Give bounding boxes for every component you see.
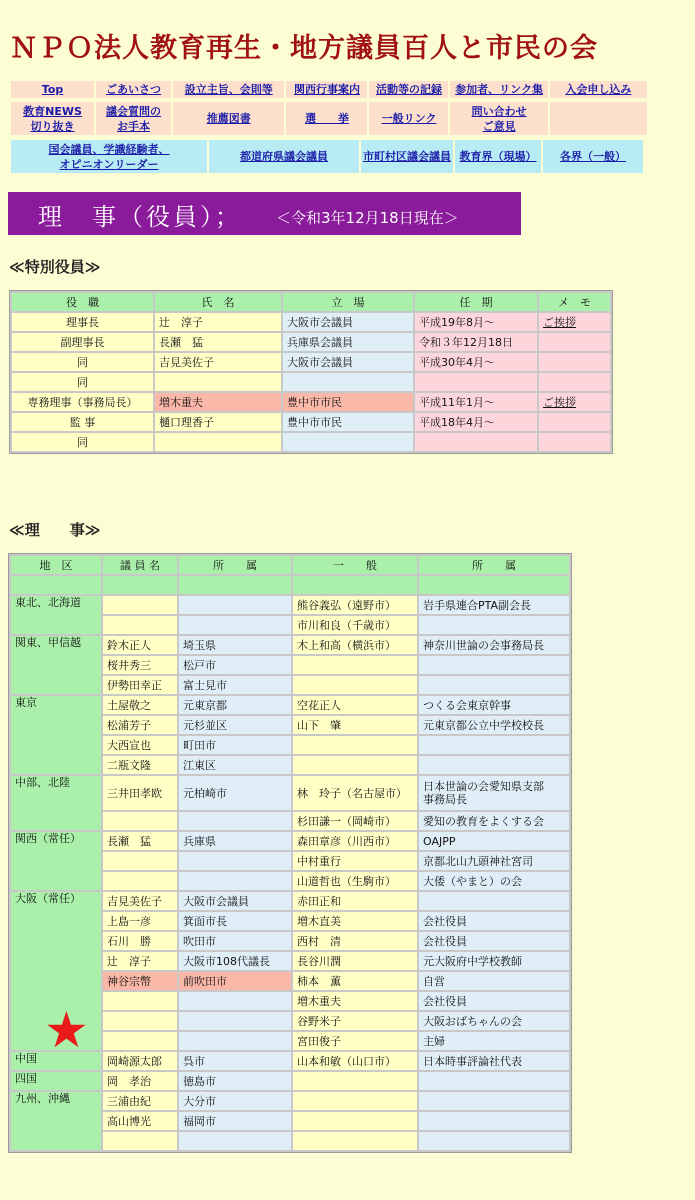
- officer-post: 副理事長: [12, 333, 153, 351]
- member-name: [103, 1032, 177, 1050]
- table-row: [12, 393, 610, 411]
- member-name: 辻 淳子: [103, 952, 177, 970]
- officer-position: 大阪市会議員: [283, 353, 413, 371]
- nav-link[interactable]: [173, 102, 284, 135]
- nav-link[interactable]: [369, 102, 448, 135]
- general-affiliation-line2: 事務局長: [423, 793, 467, 806]
- officer-name: 吉見美佐子: [155, 353, 281, 371]
- general-name: 増木直美: [293, 912, 417, 930]
- table-row: [11, 576, 569, 594]
- banner-title: 理 事（役員）；: [38, 203, 242, 231]
- officer-position: 豊中市市民: [283, 393, 413, 411]
- officer-name: 辻 淳子: [155, 313, 281, 331]
- nav-link-line1: 推薦図書: [206, 112, 251, 125]
- nav-link[interactable]: Top: [11, 81, 94, 98]
- officer-term: 平成18年4月～: [415, 413, 537, 431]
- general-name: 杉田謙一（岡崎市）: [293, 812, 417, 830]
- general-affiliation-line1: 日本世論の会愛知県支部: [423, 780, 544, 793]
- officer-memo: [539, 413, 610, 431]
- general-name: 熊谷義弘（遠野市）: [293, 596, 417, 614]
- nav-link[interactable]: [209, 140, 359, 173]
- nav-link-line2: オピニオンリーダー: [59, 157, 159, 171]
- general-affiliation: [419, 656, 569, 674]
- officer-memo: [539, 433, 610, 451]
- nav-link[interactable]: ごあいさつ: [96, 81, 171, 98]
- general-name: [293, 576, 417, 594]
- officer-post: 理事長: [12, 313, 153, 331]
- general-name: [293, 1132, 417, 1150]
- general-affiliation: [419, 676, 569, 694]
- officer-position: 兵庫県会議員: [283, 333, 413, 351]
- general-affiliation: 日本時事評論社代表: [419, 1052, 569, 1070]
- nav-link-line1: 国会議員、学識経験者、: [48, 142, 170, 156]
- member-affiliation: 大阪市会議員: [179, 892, 291, 910]
- officer-memo: [539, 353, 610, 371]
- nav-link[interactable]: [11, 102, 94, 135]
- general-name: 山下 肇: [293, 716, 417, 734]
- general-affiliation: [419, 1112, 569, 1130]
- member-affiliation: 町田市: [179, 736, 291, 754]
- region-cell: 東北、北海道: [11, 596, 101, 634]
- member-name: [103, 872, 177, 890]
- nav-link-line1: 一般リンク: [381, 112, 437, 125]
- officer-post: 同: [12, 373, 153, 391]
- table-row: [12, 333, 610, 351]
- member-affiliation: 前吹田市: [179, 972, 291, 990]
- officer-term: [415, 433, 537, 451]
- member-affiliation: 箕面市長: [179, 912, 291, 930]
- general-affiliation: 神奈川世論の会事務局長: [419, 636, 569, 654]
- member-name: 三浦由紀: [103, 1092, 177, 1110]
- officer-term: 平成30年4月～: [415, 353, 537, 371]
- nav-row-2: [9, 100, 649, 137]
- member-name: 岡崎源太郎: [103, 1052, 177, 1070]
- column-header: 議 員 名: [103, 556, 177, 574]
- table-row: [12, 353, 610, 371]
- region-cell: 東京: [11, 696, 101, 774]
- general-name: [293, 1072, 417, 1090]
- officer-post: 同: [12, 433, 153, 451]
- nav-row-3: [9, 138, 645, 175]
- general-affiliation: [419, 576, 569, 594]
- general-affiliation: 元大阪府中学校教師: [419, 952, 569, 970]
- general-affiliation: 主婦: [419, 1032, 569, 1050]
- nav-link-line1: 都道府県議会議員: [240, 150, 328, 163]
- column-header: 氏 名: [155, 293, 281, 311]
- nav-link[interactable]: [361, 140, 453, 173]
- table-row: [11, 1052, 569, 1070]
- site-title: ＮＰＯ法人教育再生・地方議員百人と市民の会: [10, 33, 598, 64]
- member-name: 上島一彦: [103, 912, 177, 930]
- table-row: [11, 776, 569, 810]
- general-affiliation: [419, 1132, 569, 1150]
- general-affiliation: 愛知の教育をよくする会: [419, 812, 569, 830]
- member-affiliation: [179, 872, 291, 890]
- general-name: 西村 清: [293, 932, 417, 950]
- member-affiliation: [179, 812, 291, 830]
- member-affiliation: 元柏崎市: [179, 776, 291, 810]
- nav-link-line1: 教育界（現場）: [459, 150, 537, 163]
- nav-link[interactable]: [543, 140, 643, 173]
- general-name: [293, 1112, 417, 1130]
- table-row: [11, 832, 569, 850]
- table-row: [11, 1072, 569, 1090]
- member-affiliation: 呉市: [179, 1052, 291, 1070]
- member-name: 石川 勝: [103, 932, 177, 950]
- officer-term: 令和３年12月18日: [415, 333, 537, 351]
- general-name: 森田章彦（川西市）: [293, 832, 417, 850]
- officers-banner: [8, 192, 521, 235]
- table-row: [12, 433, 610, 451]
- greeting-link[interactable]: ご挨拶: [539, 393, 610, 411]
- general-affiliation: 会社役員: [419, 912, 569, 930]
- table-row: [12, 373, 610, 391]
- member-name: [103, 596, 177, 614]
- nav-link[interactable]: [11, 140, 207, 173]
- region-cell: 関西（常任）: [11, 832, 101, 890]
- column-header: 立 場: [283, 293, 413, 311]
- nav-link-line1: 選 挙: [304, 112, 349, 125]
- officer-memo: [539, 373, 610, 391]
- officer-name: [155, 373, 281, 391]
- directors-heading: ≪理 事≫: [9, 521, 101, 539]
- nav-link[interactable]: 入会申し込み: [550, 81, 647, 98]
- nav-link[interactable]: [286, 102, 367, 135]
- nav-link-line2: ご意見: [482, 119, 516, 133]
- general-affiliation: [419, 616, 569, 634]
- table-row: [11, 636, 569, 654]
- officer-name: 樋口理香子: [155, 413, 281, 431]
- table-row: [12, 413, 610, 431]
- member-name: [103, 852, 177, 870]
- member-affiliation: 元杉並区: [179, 716, 291, 734]
- general-name: 宮田俊子: [293, 1032, 417, 1050]
- general-name: 山道哲也（生駒市）: [293, 872, 417, 890]
- member-name: 桜井秀三: [103, 656, 177, 674]
- general-name: [293, 676, 417, 694]
- general-affiliation: [419, 736, 569, 754]
- general-name: 空花正人: [293, 696, 417, 714]
- column-header: 一 般: [293, 556, 417, 574]
- general-name: 谷野米子: [293, 1012, 417, 1030]
- member-affiliation: 大阪市108代議長: [179, 952, 291, 970]
- general-name: [293, 1092, 417, 1110]
- member-name: 高山博光: [103, 1112, 177, 1130]
- general-affiliation: 自営: [419, 972, 569, 990]
- member-affiliation: 吹田市: [179, 932, 291, 950]
- nav-link[interactable]: [550, 102, 647, 135]
- nav-link-line1: 市町村区議会議員: [363, 150, 451, 163]
- general-affiliation: [419, 1092, 569, 1110]
- general-affiliation: 会社役員: [419, 992, 569, 1010]
- nav-link-line2: お手本: [117, 119, 151, 133]
- member-affiliation: 元東京都: [179, 696, 291, 714]
- star-icon: ★: [44, 1001, 89, 1059]
- officer-term: 平成11年1月～: [415, 393, 537, 411]
- member-affiliation: [179, 1012, 291, 1030]
- member-affiliation: 兵庫県: [179, 832, 291, 850]
- general-affiliation: [419, 892, 569, 910]
- nav-link[interactable]: [450, 102, 547, 135]
- general-affiliation: 会社役員: [419, 932, 569, 950]
- region-cell: 関東、甲信越: [11, 636, 101, 694]
- member-name: 長瀬 猛: [103, 832, 177, 850]
- member-affiliation: 富士見市: [179, 676, 291, 694]
- member-name: 岡 孝治: [103, 1072, 177, 1090]
- general-affiliation: OAJPP: [419, 832, 569, 850]
- table-row: [11, 596, 569, 614]
- table-row: [11, 696, 569, 714]
- column-header: 任 期: [415, 293, 537, 311]
- general-affiliation: [419, 1072, 569, 1090]
- officer-position: 大阪市会議員: [283, 313, 413, 331]
- column-header: メ モ: [539, 293, 610, 311]
- officer-term: [415, 373, 537, 391]
- general-name: 木上和高（横浜市）: [293, 636, 417, 654]
- member-name: 神谷宗幣: [103, 972, 177, 990]
- general-affiliation: 大阪おばちゃんの会: [419, 1012, 569, 1030]
- general-name: 柿本 薫: [293, 972, 417, 990]
- special-officers-heading: ≪特別役員≫: [9, 258, 101, 276]
- general-name: 林 玲子（名古屋市）: [293, 776, 417, 810]
- member-affiliation: [179, 1132, 291, 1150]
- banner-date: ＜令和3年12月18日現在＞: [276, 209, 459, 227]
- table-row: [11, 1092, 569, 1110]
- nav-link[interactable]: [96, 102, 171, 135]
- member-affiliation: 松戸市: [179, 656, 291, 674]
- general-affiliation: [419, 756, 569, 774]
- member-affiliation: 徳島市: [179, 1072, 291, 1090]
- member-name: [103, 812, 177, 830]
- region-cell: [11, 576, 101, 594]
- nav-link[interactable]: 関西行事案内: [286, 81, 367, 98]
- member-name: [103, 616, 177, 634]
- officer-post: 専務理事（事務局長）: [12, 393, 153, 411]
- member-affiliation: [179, 596, 291, 614]
- officers-table: [9, 290, 613, 454]
- general-name: [293, 756, 417, 774]
- member-name: [103, 992, 177, 1010]
- general-name: 赤田正和: [293, 892, 417, 910]
- nav-link[interactable]: 参加者、リンク集: [450, 81, 547, 98]
- general-affiliation: 岩手県連合PTA副会長: [419, 596, 569, 614]
- member-affiliation: [179, 992, 291, 1010]
- general-name: 長谷川潤: [293, 952, 417, 970]
- general-name: 中村重行: [293, 852, 417, 870]
- nav-link-line1: 各界（一般）: [560, 150, 626, 163]
- nav-link-line2: 切り抜き: [30, 119, 75, 133]
- officer-name: 増木重夫: [155, 393, 281, 411]
- officer-memo: [539, 333, 610, 351]
- member-affiliation: 大分市: [179, 1092, 291, 1110]
- general-name: 市川和良（千歳市）: [293, 616, 417, 634]
- member-affiliation: [179, 852, 291, 870]
- general-affiliation: [419, 776, 569, 810]
- member-name: 松浦芳子: [103, 716, 177, 734]
- column-header: 所 属: [419, 556, 569, 574]
- member-affiliation: 埼玉県: [179, 636, 291, 654]
- officer-term: 平成19年8月～: [415, 313, 537, 331]
- column-header: 所 属: [179, 556, 291, 574]
- region-cell: 四国: [11, 1072, 101, 1090]
- member-name: [103, 1132, 177, 1150]
- general-name: [293, 656, 417, 674]
- officer-position: [283, 433, 413, 451]
- member-name: 伊勢田幸正: [103, 676, 177, 694]
- member-affiliation: 福岡市: [179, 1112, 291, 1130]
- greeting-link[interactable]: ご挨拶: [539, 313, 610, 331]
- member-affiliation: 江東区: [179, 756, 291, 774]
- member-name: 土屋敬之: [103, 696, 177, 714]
- officer-name: 長瀬 猛: [155, 333, 281, 351]
- officer-post: 同: [12, 353, 153, 371]
- general-name: 増木重夫: [293, 992, 417, 1010]
- nav-link[interactable]: [455, 140, 541, 173]
- table-row: [12, 313, 610, 331]
- member-name: 大西宣也: [103, 736, 177, 754]
- general-affiliation: つくる会東京幹事: [419, 696, 569, 714]
- general-affiliation: 大倭（やまと）の会: [419, 872, 569, 890]
- officer-name: [155, 433, 281, 451]
- nav-link[interactable]: 設立主旨、会則等: [173, 81, 284, 98]
- column-header: 地 区: [11, 556, 101, 574]
- nav-link[interactable]: 活動等の記録: [369, 81, 448, 98]
- member-name: 二瓶文隆: [103, 756, 177, 774]
- member-name: 吉見美佐子: [103, 892, 177, 910]
- general-name: 山本和敏（山口市）: [293, 1052, 417, 1070]
- region-cell: 九州、沖縄: [11, 1092, 101, 1150]
- region-cell: 中部、北陸: [11, 776, 101, 830]
- nav-link-line1: 問い合わせ: [471, 104, 527, 118]
- officer-position: [283, 373, 413, 391]
- member-affiliation: [179, 1032, 291, 1050]
- column-header: 役 職: [12, 293, 153, 311]
- region-cell: 大阪（常任）: [11, 892, 101, 1050]
- member-name: [103, 576, 177, 594]
- directors-table: [8, 553, 572, 1153]
- nav-link-line1: 議会質問の: [106, 104, 162, 118]
- member-name: 三井田孝欧: [103, 776, 177, 810]
- member-name: [103, 1012, 177, 1030]
- member-affiliation: [179, 616, 291, 634]
- nav-link-line1: 教育NEWS: [23, 104, 82, 118]
- general-affiliation: 京都北山九頭神社宮司: [419, 852, 569, 870]
- table-row: [11, 892, 569, 910]
- general-affiliation: 元東京都公立中学校校長: [419, 716, 569, 734]
- nav-row-1: [9, 79, 649, 100]
- region-cell: 中国: [11, 1052, 101, 1070]
- member-name: 鈴木正人: [103, 636, 177, 654]
- officer-post: 監 事: [12, 413, 153, 431]
- general-name: [293, 736, 417, 754]
- officer-position: 豊中市市民: [283, 413, 413, 431]
- member-affiliation: [179, 576, 291, 594]
